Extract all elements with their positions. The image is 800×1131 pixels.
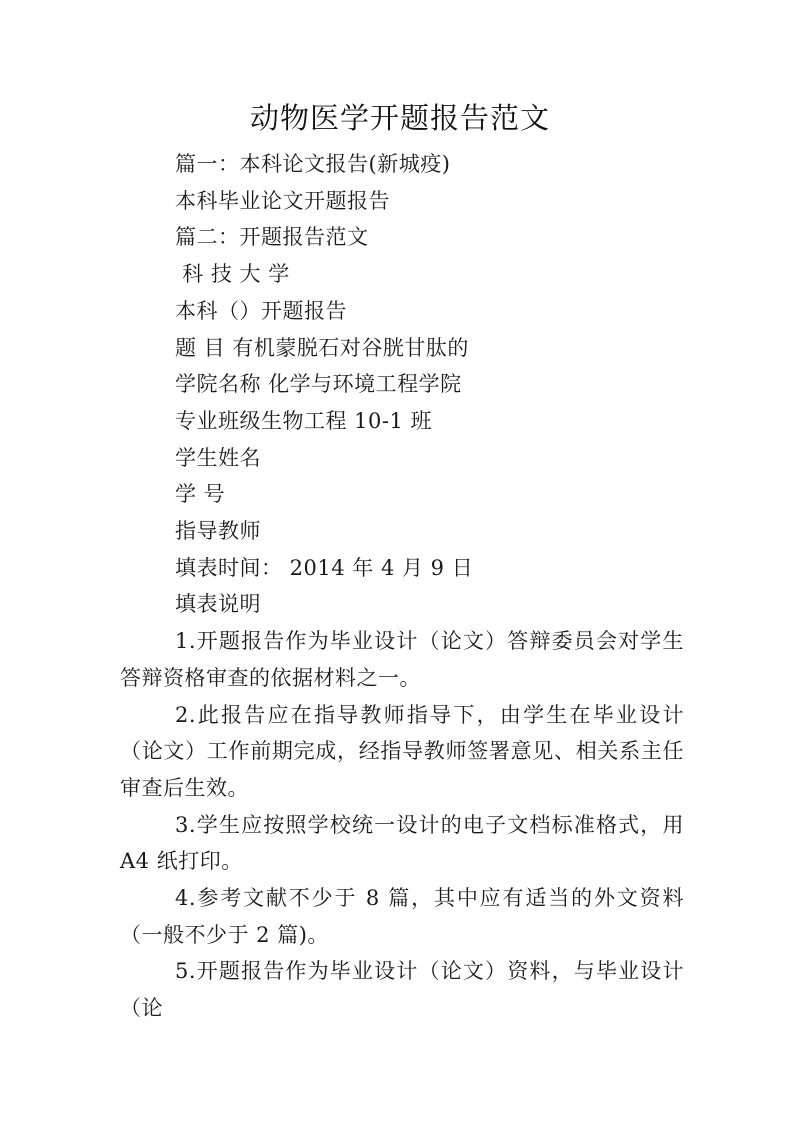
paragraph-instruction-2: 2.此报告应在指导教师指导下，由学生在毕业设计（论文）工作前期完成，经指导教师签署意见、相关系主任审查后生效。: [120, 702, 684, 800]
paragraph-instruction-5: 5.开题报告作为毕业设计（论文）资料，与毕业设计（论: [120, 959, 684, 1021]
line-section-two: 篇二：开题报告范文: [175, 225, 369, 250]
line-report-type: 本科（）开题报告: [175, 298, 347, 323]
line-topic: 题 目 有机蒙脱石对谷胱甘肽的: [175, 335, 469, 360]
line-college: 学院名称 化学与环境工程学院: [175, 372, 462, 397]
line-instructions-heading: 填表说明: [175, 592, 261, 617]
line-student-name: 学生姓名: [175, 445, 261, 470]
line-section-one: 篇一：本科论文报告(新城疫): [175, 152, 451, 176]
line-fill-date: 填表时间： 2014 年 4 月 9 日: [175, 555, 474, 580]
paragraph-instruction-1: 1.开题报告作为毕业设计（论文）答辩委员会对学生答辩资格审查的依据材料之一。: [120, 629, 684, 690]
line-advisor: 指导教师: [175, 519, 261, 544]
line-student-id: 学 号: [175, 482, 226, 507]
document-title: 动物医学开题报告范文: [249, 101, 550, 135]
line-university: 科 技 大 学: [175, 262, 290, 287]
line-major-class: 专业班级生物工程 10-1 班: [175, 408, 433, 433]
paragraph-instruction-4: 4.参考文献不少于 8 篇，其中应有适当的外文资料（一般不少于 2 篇)。: [120, 886, 684, 947]
paragraph-instruction-3: 3.学生应按照学校统一设计的电子文档标准格式，用 A4 纸打印。: [120, 812, 684, 874]
line-report-heading: 本科毕业论文开题报告: [175, 188, 390, 213]
document-body: [120, 146, 684, 1027]
